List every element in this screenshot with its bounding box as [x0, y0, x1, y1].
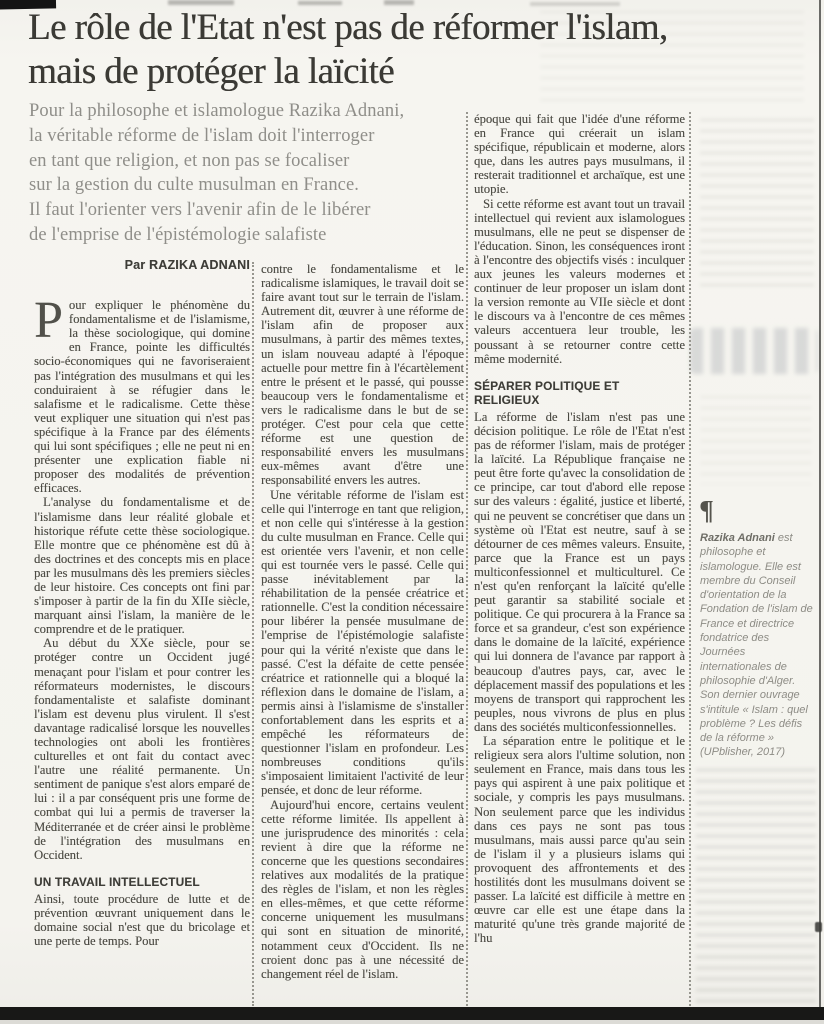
standfirst-line: de l'emprise de l'épistémologie salafiste — [29, 224, 327, 245]
scan-smudge — [168, 0, 234, 5]
body-column-2 — [261, 262, 464, 1006]
section-heading-separer-politique: SÉPARER POLITIQUE ET RELIGIEUX — [474, 378, 620, 407]
article-standfirst — [29, 99, 469, 248]
ink-bleed-through — [696, 768, 816, 1006]
paragraph-text: our expliquer le phénomène du fondamentalisme et de l'islamisme, la thèse sociologique, qui domine en France, pointe les difficultés socio-économiques qui ne favoriseraient pas l'intégration des musulmans et qui les conduiraient à se réfugier dans le salafisme et le radicalisme. Cette thèse veut expliquer une situation qui n'est pas spécifique à la France par des éléments qui lui sont spécifiques ; elle ne peut ni en présenter une explication fiable ni proposer des modalités de prévention efficaces. — [34, 298, 250, 496]
standfirst-line: Pour la philosophe et islamologue Razika Adnani, — [29, 101, 405, 121]
body-column-1 — [34, 258, 250, 1006]
headline-line-2: mais de protéger la laïcité — [28, 51, 394, 92]
body-column-3 — [474, 112, 685, 1006]
column-rule — [466, 112, 468, 1006]
author-bio — [700, 531, 814, 760]
pilcrow-icon: ¶ — [700, 495, 714, 525]
article-headline — [28, 6, 808, 94]
headline-line-1: Le rôle de l'Etat n'est pas de réformer l'islam, — [28, 7, 668, 48]
ink-bleed-through — [700, 395, 812, 485]
standfirst-line: Il faut l'orienter vers l'avenir afin de le libérer — [29, 200, 371, 221]
ink-bleed-through — [700, 118, 814, 288]
drop-cap: P — [34, 292, 63, 350]
paragraph: Si cette réforme est avant tout un travail intellectuel qui revient aux islamologues musulmans, elle ne peut se dispenser de l'éducation. Sinon, les conséquences iront à l'encontre des objectifs visés : inculquer aux jeunes les valeurs modernes et continuer de leur proposer un islam dont la version remonte au VIIe siècle et dont le discours va à l'encontre de ces mêmes valeurs accentuera leur trouble, les poussant à se retourner contre cette même modernité. — [474, 196, 685, 366]
scan-smudge — [298, 1, 342, 5]
ink-bleed-through-headline — [690, 328, 818, 374]
paragraph: Au début du XXe siècle, pour se protéger contre un Occident jugé menaçant pour l'islam et pour contrer les réformateurs modernistes, le discours fondamentaliste et salafiste dominant l'islam est devenu plus virulent. Il s'est davantage radicalisé lorsque les nouvelles technologies ont aboli les frontières culturelles et ont fait du contact avec l'autre une réalité permanente. Un sentiment de panique s'est alors emparé de lui : il a par conséquent pris une forme de combat qui lui a permis de traverser la Méditerranée et de créer ainsi le problème de l'intégration des musulmans en Occident. — [34, 636, 250, 862]
standfirst-line: sur la gestion du culte musulman en France. — [29, 175, 360, 196]
page-fold-bar — [0, 1007, 824, 1020]
paragraph: époque qui fait que l'idée d'une réforme en France qui créerait un islam spécifique, républicain et moderne, alors que, dans les autres pays musulmans, il resterait traditionnel et archaïque, est une utopie. — [474, 112, 685, 197]
paragraph: La réforme de l'islam n'est pas une décision politique. Le rôle de l'Etat n'est pas de réformer l'islam, mais de protéger la laïcité. La République française ne peut être forte qu'avec la consolidation de ce principe, car tout d'abord elle repose sur des valeurs : égalité, justice et liberté, qui ne peuvent se concrétiser que dans un système où l'Etat est neutre, sauf à se détourner de ces mêmes valeurs. Ensuite, parce que la France est un pays multiconfessionnel et multiculturel. Ce n'est qu'en renforçant la laïcité qu'elle peut garantir sa stabilité sociale et politique. Ce qui procurera à la France sa force et sa grandeur, c'est son expérience dans le domaine de la laïcité, expérience qui lui donnera de l'avance par rapport à beaucoup d'autres pays, car, avec le déplacement massif des populations et les moyens de transport qui rapprochent les peuples, nous vivrons de plus en plus dans des sociétés multiconfessionnelles. — [474, 409, 685, 734]
section-heading-travail-intellectuel: UN TRAVAIL INTELLECTUEL — [34, 874, 200, 889]
scan-smudge — [384, 0, 414, 5]
paragraph: contre le fondamentalisme et le radicalisme islamiques, le travail doit se faire avant tout sur le terrain de l'islam. Autrement dit, œuvrer à une réforme de l'islam afin de proposer aux musulmans, à partir des mêmes textes, un islam nouveau adapté à l'époque actuelle pour mettre fin à l'écartèlement entre le présent et le passé, qui pousse beaucoup vers le fondamentalisme et vers le radicalisme dans le but de se protéger. C'est pour cela que cette réforme est une question de responsabilité envers les musulmans eux-mêmes avant d'être une responsabilité envers les autres. — [261, 262, 464, 488]
paragraph: L'analyse du fondamentalisme et de l'islamisme dans leur réalité globale et historique réfute cette thèse sociologique. Elle montre que ce phénomène est dû à des doctrines et des concepts mis en place par les musulmans dès les premiers siècles de leur histoire. Ces concepts ont fini par s'imposer à partir de la fin du XIIe siècle, marquant ainsi l'islam, la manière de le comprendre et de le pratiquer. — [34, 495, 250, 637]
column-rule — [689, 112, 691, 1006]
paragraph: Une véritable réforme de l'islam est celle qui l'interroge en tant que religion, et non celle qui s'intéresse à la gestion du culte musulman en France. Celle qui est orientée vers l'avenir, et non celle qui est tournée vers le passé. Celle qui passe inévitablement par la réhabilitation de la pensée créatrice et rationnelle. C'est la condition nécessaire pour libérer la pensée musulmane de l'emprise de l'épistémologie salafiste pour qui la vérité n'existe que dans le passé. C'est la défaite de cette pensée créatrice et rationnelle qui a bloqué la réflexion dans le domaine de l'islam, a permis ainsi à l'islamisme de s'installer confortablement dans les esprits et a empêché les réformateurs de questionner l'islam en profondeur. Les nombreuses conditions qu'ils s'imposaient limitaient l'activité de leur pensée, et donc de leur réforme. — [261, 487, 464, 798]
byline: Par RAZIKA ADNANI — [124, 258, 250, 272]
standfirst-line: en tant que religion, et non pas se focaliser — [29, 150, 350, 171]
paragraph: Ainsi, toute procédure de lutte et de prévention œuvrant uniquement dans le domaine social n'est que du bricolage et une perte de temps. Pour — [34, 891, 250, 949]
page-edge-line — [819, 0, 821, 1008]
paragraph: La séparation entre le politique et le religieux sera alors l'ultime solution, non seulement en France, mais dans tous les pays qui aspirent à une paix politique et sociale, y compris les pays musulmans. Non seulement parce que les individus dans ces pays ne sont pas tous musulmans, mais aussi parce qu'au sein de l'islam il y a plusieurs islams qui provoquent des affrontements et des hostilités dont les musulmans doivent se passer. La laïcité est difficile à mettre en œuvre car elle est une étape dans la maturité qu'une très grande majorité de l'hu — [474, 734, 685, 946]
standfirst-line: la véritable réforme de l'islam doit l'interroger — [29, 125, 375, 146]
column-rule — [252, 262, 254, 1006]
paragraph — [34, 292, 250, 496]
author-name: Razika Adnani — [700, 532, 775, 544]
paragraph: Aujourd'hui encore, certains veulent cette réforme limitée. Ils appellent à une jurisprudence des minorités : cela revient à dire que la réforme ne concerne que les questions secondaires relatives aux modalités de la pratique des règles de l'islam, et non les règles en elles-mêmes, et que cette réforme concerne uniquement les musulmans qui sont en situation de minorité, notamment ceux d'Occident. Ils ne croient donc pas à une nécessité de changement réel de l'islam. — [261, 797, 464, 981]
author-bio-sidebar — [700, 497, 814, 760]
page-fold-strip — [0, 1020, 824, 1024]
author-bio-text: est philosophe et islamologue. Elle est membre du Conseil d'orientation de la Fondation de l'islam de France et directrice fondatrice des Journées internationales de philosophie d'Alger. Son dernier ouvrage s'intitule « Islam : quel problème ? Les défis de la réforme » (UPblisher, 2017) — [700, 532, 813, 759]
